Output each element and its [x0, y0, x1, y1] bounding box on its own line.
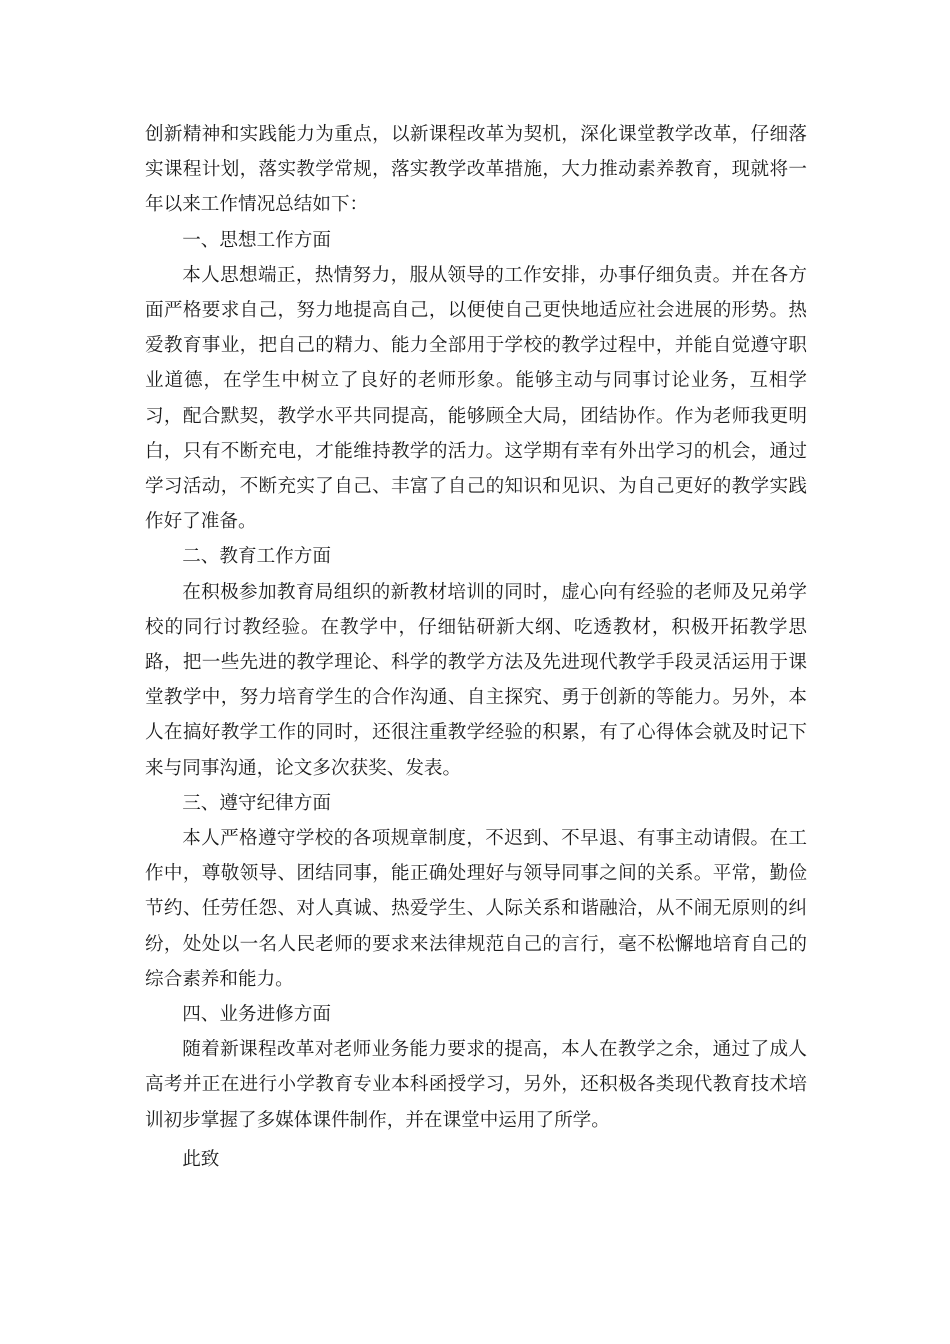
document-page — [145, 117, 807, 1177]
section-heading-thought: 一、思想工作方面 — [182, 229, 331, 251]
section-body-education: 在积极参加教育局组织的新教材培训的同时，虚心向有经验的老师及兄弟学校的同行讨教经验。在教学中，仔细钻研新大纲、吃透教材，积极开拓教学思路，把一些先进的教学理论、科学的教学方法及先进现代教学手段灵活运用于课堂教学中，努力培育学生的合作沟通、自主探究、勇于创新的等能力。另外，本人在搞好教学工作的同时，还很注重教学经验的积累，有了心得体会就及时记下来与同事沟通，论文多次获奖、发表。 — [145, 581, 807, 779]
intro-paragraph: 创新精神和实践能力为重点，以新课程改革为契机，深化课堂教学改革，仔细落实课程计划，落实教学常规，落实教学改革措施，大力推动素养教育，现就将一年以来工作情况总结如下： — [145, 124, 807, 216]
section-heading-education: 二、教育工作方面 — [182, 546, 331, 568]
section-body-study: 随着新课程改革对老师业务能力要求的提高，本人在教学之余，通过了成人高考并正在进行小学教育专业本科函授学习，另外，还积极各类现代教育技术培训初步掌握了多媒体课件制作，并在课堂中运用了所学。 — [145, 1039, 807, 1131]
section-heading-study: 四、业务进修方面 — [182, 1004, 331, 1026]
closing-salutation: 此致 — [182, 1148, 220, 1170]
section-heading-discipline: 三、遵守纪律方面 — [182, 792, 331, 814]
section-body-discipline: 本人严格遵守学校的各项规章制度，不迟到、不早退、有事主动请假。在工作中，尊敬领导、团结同事，能正确处理好与领导同事之间的关系。平常，勤俭节约、任劳任怨、对人真诚、热爱学生、人际关系和谐融洽，从不闹无原则的纠纷，处处以一名人民老师的要求来法律规范自己的言行，毫不松懈地培育自己的综合素养和能力。 — [145, 828, 807, 990]
section-body-thought: 本人思想端正，热情努力，服从领导的工作安排，办事仔细负责。并在各方面严格要求自己，努力地提高自己，以便使自己更快地适应社会进展的形势。热爱教育事业，把自己的精力、能力全部用于学校的教学过程中，并能自觉遵守职业道德，在学生中树立了良好的老师形象。能够主动与同事讨论业务，互相学习，配合默契，教学水平共同提高，能够顾全大局，团结协作。作为老师我更明白，只有不断充电，才能维持教学的活力。这学期有幸有外出学习的机会，通过学习活动，不断充实了自己、丰富了自己的知识和见识、为自己更好的教学实践作好了准备。 — [145, 264, 807, 533]
